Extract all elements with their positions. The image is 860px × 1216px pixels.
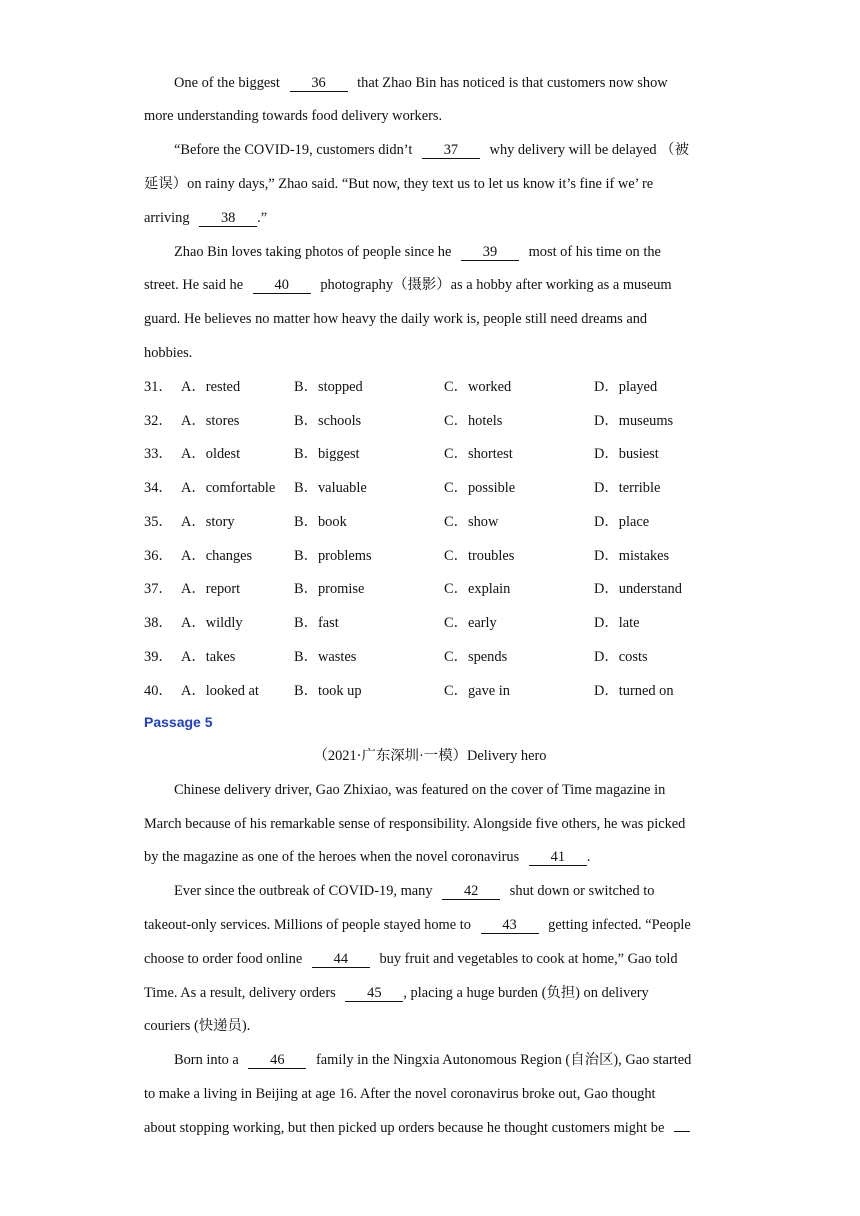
option-d[interactable]: D．played <box>594 379 658 395</box>
paragraph-line: more understanding towards food delivery workers. <box>144 108 443 124</box>
passage-heading: Passage 5 <box>144 714 213 730</box>
option-b[interactable]: B．fast <box>294 615 339 631</box>
paragraph-line: couriers (快递员). <box>144 1018 251 1034</box>
blank-46[interactable]: 46 <box>248 1053 306 1069</box>
blank-38[interactable]: 38 <box>199 211 257 227</box>
paragraph-line: street. He said he 40 photography（摄影）as a hobby after working as a museum <box>144 277 672 293</box>
blank-44[interactable]: 44 <box>312 952 370 968</box>
option-c[interactable]: C．worked <box>444 379 512 395</box>
blank-42[interactable]: 42 <box>442 884 500 900</box>
paragraph-line: Ever since the outbreak of COVID-19, many 42 shut down or switched to <box>174 883 655 899</box>
option-c[interactable]: C．possible <box>444 480 516 496</box>
paragraph-line: Chinese delivery driver, Gao Zhixiao, was featured on the cover of Time magazine in <box>174 782 666 798</box>
option-c[interactable]: C．explain <box>444 581 511 597</box>
option-c[interactable]: C．show <box>444 514 499 530</box>
option-b[interactable]: B．stopped <box>294 379 363 395</box>
paragraph-line: about stopping working, but then picked up orders because he thought customers might be <box>144 1118 690 1138</box>
option-c[interactable]: C．shortest <box>444 446 513 462</box>
paragraph-line: to make a living in Beijing at age 16. After the novel coronavirus broke out, Gao thought <box>144 1086 656 1102</box>
blank-47[interactable] <box>674 1131 690 1132</box>
paragraph-line: arriving 38 .” <box>144 210 268 226</box>
option-b[interactable]: B．wastes <box>294 649 357 665</box>
option-a[interactable]: A．wildly <box>181 615 243 631</box>
option-d[interactable]: D．understand <box>594 581 682 597</box>
paragraph-line: “Before the COVID-19, customers didn’t 37 why delivery will be delayed （被 <box>174 142 689 158</box>
option-d[interactable]: D．turned on <box>594 683 674 699</box>
option-c[interactable]: C．early <box>444 615 497 631</box>
paragraph-line: Time. As a result, delivery orders 45 , placing a huge burden (负担) on delivery <box>144 985 649 1001</box>
paragraph-line: hobbies. <box>144 345 193 361</box>
paragraph-line: One of the biggest 36 that Zhao Bin has noticed is that customers now show <box>174 75 668 91</box>
option-d[interactable]: D．costs <box>594 649 648 665</box>
option-c[interactable]: C．spends <box>444 649 508 665</box>
blank-45[interactable]: 45 <box>345 986 403 1002</box>
paragraph-line: Zhao Bin loves taking photos of people since he 39 most of his time on the <box>174 244 661 260</box>
blank-37[interactable]: 37 <box>422 143 480 159</box>
option-b[interactable]: B．schools <box>294 413 362 429</box>
paragraph-line: choose to order food online 44 buy fruit and vegetables to cook at home,” Gao told <box>144 951 678 967</box>
option-b[interactable]: B．biggest <box>294 446 360 462</box>
blank-36[interactable]: 36 <box>290 76 348 92</box>
blank-43[interactable]: 43 <box>481 918 539 934</box>
option-a[interactable]: A．stores <box>181 413 240 429</box>
option-d[interactable]: D．museums <box>594 413 674 429</box>
option-b[interactable]: B．took up <box>294 683 362 699</box>
option-a[interactable]: A．changes <box>181 548 253 564</box>
option-c[interactable]: C．troubles <box>444 548 515 564</box>
option-a[interactable]: A．report <box>181 581 241 597</box>
option-a[interactable]: A．oldest <box>181 446 241 462</box>
paragraph-line: Born into a 46 family in the Ningxia Autonomous Region (自治区), Gao started <box>174 1052 692 1068</box>
passage-source-title: （2021·广东深圳·一模）Delivery hero <box>313 748 547 764</box>
paragraph-line: March because of his remarkable sense of responsibility. Alongside five others, he was picked <box>144 816 686 832</box>
blank-41[interactable]: 41 <box>529 850 587 866</box>
option-a[interactable]: A．takes <box>181 649 236 665</box>
option-b[interactable]: B．valuable <box>294 480 367 496</box>
paragraph-line: takeout-only services. Millions of people stayed home to 43 getting infected. “People <box>144 917 691 933</box>
option-b[interactable]: B．problems <box>294 548 372 564</box>
option-d[interactable]: D．place <box>594 514 650 530</box>
option-d[interactable]: D．terrible <box>594 480 661 496</box>
option-a[interactable]: A．rested <box>181 379 241 395</box>
option-a[interactable]: A．comfortable <box>181 480 276 496</box>
document-page: One of the biggest 36 that Zhao Bin has noticed is that customers now show more understanding towards food delivery workers. “Before the COVID-19, customers didn’t 37 why delivery will be delayed （被 延误）on rainy days,” Zhao said. “But now, they text us to let us know it’s fine if we’ re arriving 38 .” Zhao Bin loves taking photos of people since he 39 most of his time on the street. He said he 40 photography（摄影）as a hobby after working as a museum guard. He believes no matter how heavy the daily work is, people still need dreams and hobbies. 31． A．rested B．stopped C．worked D．played 32． A．stores B．schools C．hotels D．museums 33． A．oldest B．biggest C．shortest D．busiest 34． A．comfortable B．valuable C．possible D．terrible 35． A．story B．book C．show D．place 36． A．changes B．problems C．troubles D．mistakes 37． A．report B．promise C．explain D．understand 38． A．wildly B．fast C．early D．late 39． A．takes B．wastes C．spends D．costs 40． A．looked at B．took up C．gave in D．turned on Passage 5 （2021·广东深圳·一模）Delivery hero Chinese delivery driver, Gao Zhixiao, was featured on the cover of Time magazine in March because of his remarkable sense of responsibility. Alongside five others, he was picked by the magazine as one of the heroes when the novel coronavirus 41 . Ever since the outbreak of COVID-19, many 42 shut down or switched to takeout-only services. Millions of people stayed home to 43 getting infected. “People choose to order food online 44 buy fruit and vegetables to cook at home,” Gao told Time. As a result, delivery orders 45 , placing a huge burden (负担) on delivery couriers (快递员). Born into a 46 family in the Ningxia Autonomous Region (自治区), Gao started to make a living in Beijing at age 16. After the novel coronavirus broke out, Gao thought about stopping working, but then picked up orders because he thought customers might be <box>0 0 860 1216</box>
option-c[interactable]: C．hotels <box>444 413 503 429</box>
paragraph-line: guard. He believes no matter how heavy the daily work is, people still need dreams and <box>144 311 648 327</box>
paragraph-line: by the magazine as one of the heroes when the novel coronavirus 41 . <box>144 849 591 865</box>
blank-40[interactable]: 40 <box>253 278 311 294</box>
blank-39[interactable]: 39 <box>461 245 519 261</box>
option-d[interactable]: D．mistakes <box>594 548 670 564</box>
paragraph-line: 延误）on rainy days,” Zhao said. “But now, they text us to let us know it’s fine if we’ re <box>144 176 654 192</box>
option-b[interactable]: B．book <box>294 514 347 530</box>
option-a[interactable]: A．story <box>181 514 235 530</box>
option-d[interactable]: D．late <box>594 615 640 631</box>
option-c[interactable]: C．gave in <box>444 683 510 699</box>
option-b[interactable]: B．promise <box>294 581 365 597</box>
option-a[interactable]: A．looked at <box>181 683 259 699</box>
option-d[interactable]: D．busiest <box>594 446 659 462</box>
